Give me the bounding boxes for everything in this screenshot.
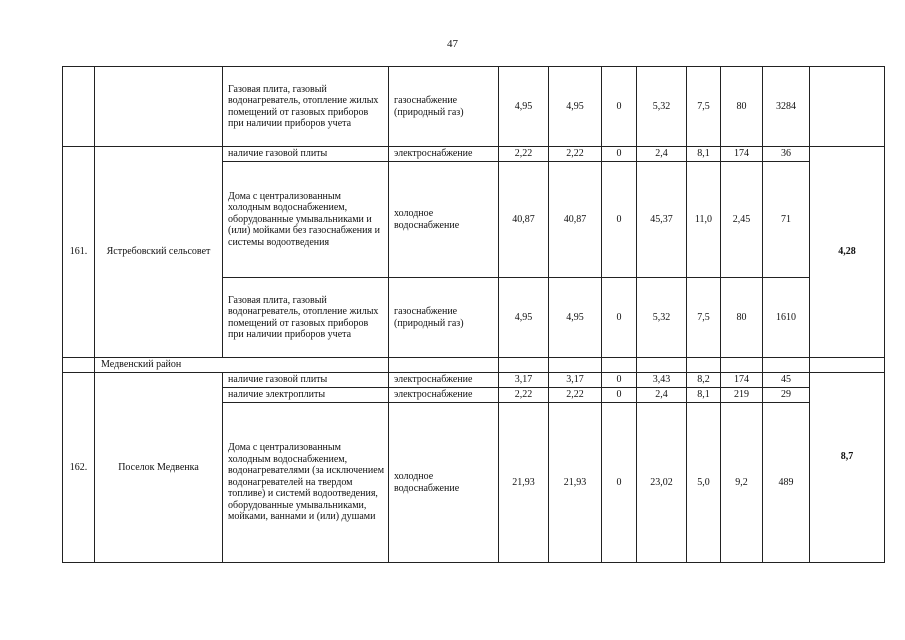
value-cell-2: 21,93 [549, 403, 602, 563]
value-cell-5 [687, 358, 721, 373]
summary-value-cell: 4,28 [810, 147, 885, 358]
description-cell: Газовая плита, газовый водонагреватель, отопление жилых помещений от газовых приборов при наличии приборов учета [223, 278, 389, 358]
page-number: 47 [447, 38, 458, 50]
value-cell-1: 21,93 [499, 403, 549, 563]
value-cell-1: 3,17 [499, 373, 549, 388]
value-cell-4: 5,32 [637, 278, 687, 358]
value-cell-5: 8,1 [687, 388, 721, 403]
resource-cell: газоснабжение (природный газ) [389, 278, 499, 358]
value-cell-3: 0 [602, 67, 637, 147]
value-cell-4 [637, 358, 687, 373]
value-cell-5: 8,1 [687, 147, 721, 162]
settlement-name-cell [95, 67, 223, 147]
value-cell-5: 7,5 [687, 278, 721, 358]
row-number-cell: 162. [63, 373, 95, 563]
value-cell-3: 0 [602, 388, 637, 403]
value-cell-4: 2,4 [637, 147, 687, 162]
table-row [63, 373, 885, 388]
summary-value-cell: 8,7 [810, 373, 885, 563]
value-cell-2 [549, 358, 602, 373]
resource-cell: газоснабжение (природный газ) [389, 67, 499, 147]
tariff-table [62, 66, 885, 563]
summary-value-cell [810, 67, 885, 147]
table-row [63, 147, 885, 162]
value-cell-1: 4,95 [499, 67, 549, 147]
value-cell-5: 5,0 [687, 403, 721, 563]
region-row [63, 358, 885, 373]
settlement-name-cell: Ястребовский сельсовет [95, 147, 223, 358]
value-cell-2: 3,17 [549, 373, 602, 388]
value-cell-3: 0 [602, 147, 637, 162]
value-cell-2: 4,95 [549, 67, 602, 147]
resource-cell [389, 358, 499, 373]
settlement-name-cell: Поселок Медвенка [95, 373, 223, 563]
value-cell-7: 489 [763, 403, 810, 563]
value-cell-7: 45 [763, 373, 810, 388]
value-cell-5: 11,0 [687, 162, 721, 278]
description-cell: Газовая плита, газовый водонагреватель, отопление жилых помещений от газовых приборов при наличии приборов учета [223, 67, 389, 147]
value-cell-6: 2,45 [721, 162, 763, 278]
resource-cell: холодное водоснабжение [389, 403, 499, 563]
value-cell-6: 80 [721, 278, 763, 358]
summary-value-cell [810, 358, 885, 373]
value-cell-1: 2,22 [499, 147, 549, 162]
resource-cell: холодное водоснабжение [389, 162, 499, 278]
description-cell: наличие газовой плиты [223, 373, 389, 388]
value-cell-4: 45,37 [637, 162, 687, 278]
value-cell-7: 1610 [763, 278, 810, 358]
row-number-cell: 161. [63, 147, 95, 358]
value-cell-6: 80 [721, 67, 763, 147]
value-cell-6: 219 [721, 388, 763, 403]
value-cell-3: 0 [602, 162, 637, 278]
value-cell-3: 0 [602, 373, 637, 388]
value-cell-4: 5,32 [637, 67, 687, 147]
value-cell-4: 3,43 [637, 373, 687, 388]
value-cell-4: 2,4 [637, 388, 687, 403]
value-cell-2: 2,22 [549, 388, 602, 403]
description-cell: Дома с централизованным холодным водоснабжением, водонагревателями (за исключением водонагревателей на твердом топливе) и системй водоотведения, оборудованные умывальниками, мойками, ваннами и (или) душами [223, 403, 389, 563]
value-cell-7: 29 [763, 388, 810, 403]
value-cell-1: 2,22 [499, 388, 549, 403]
value-cell-7: 71 [763, 162, 810, 278]
resource-cell: электроснабжение [389, 373, 499, 388]
value-cell-3: 0 [602, 403, 637, 563]
value-cell-4: 23,02 [637, 403, 687, 563]
description-cell: наличие электроплиты [223, 388, 389, 403]
value-cell-2: 40,87 [549, 162, 602, 278]
value-cell-6 [721, 358, 763, 373]
description-cell: наличие газовой плиты [223, 147, 389, 162]
table-row [63, 67, 885, 147]
value-cell-6: 174 [721, 147, 763, 162]
resource-cell: электроснабжение [389, 147, 499, 162]
value-cell-2: 4,95 [549, 278, 602, 358]
value-cell-1: 4,95 [499, 278, 549, 358]
value-cell-6: 174 [721, 373, 763, 388]
row-number-cell [63, 358, 95, 373]
value-cell-5: 8,2 [687, 373, 721, 388]
value-cell-6: 9,2 [721, 403, 763, 563]
value-cell-1: 40,87 [499, 162, 549, 278]
region-name: Медвенский район [95, 358, 389, 373]
resource-cell: электроснабжение [389, 388, 499, 403]
description-cell: Дома с централизованным холодным водоснабжением, оборудованные умывальниками и (или) мойками без газоснабжения и системы водоотведения [223, 162, 389, 278]
value-cell-3: 0 [602, 278, 637, 358]
value-cell-5: 7,5 [687, 67, 721, 147]
value-cell-7 [763, 358, 810, 373]
row-number-cell [63, 67, 95, 147]
value-cell-2: 2,22 [549, 147, 602, 162]
value-cell-3 [602, 358, 637, 373]
value-cell-7: 3284 [763, 67, 810, 147]
value-cell-7: 36 [763, 147, 810, 162]
value-cell-1 [499, 358, 549, 373]
